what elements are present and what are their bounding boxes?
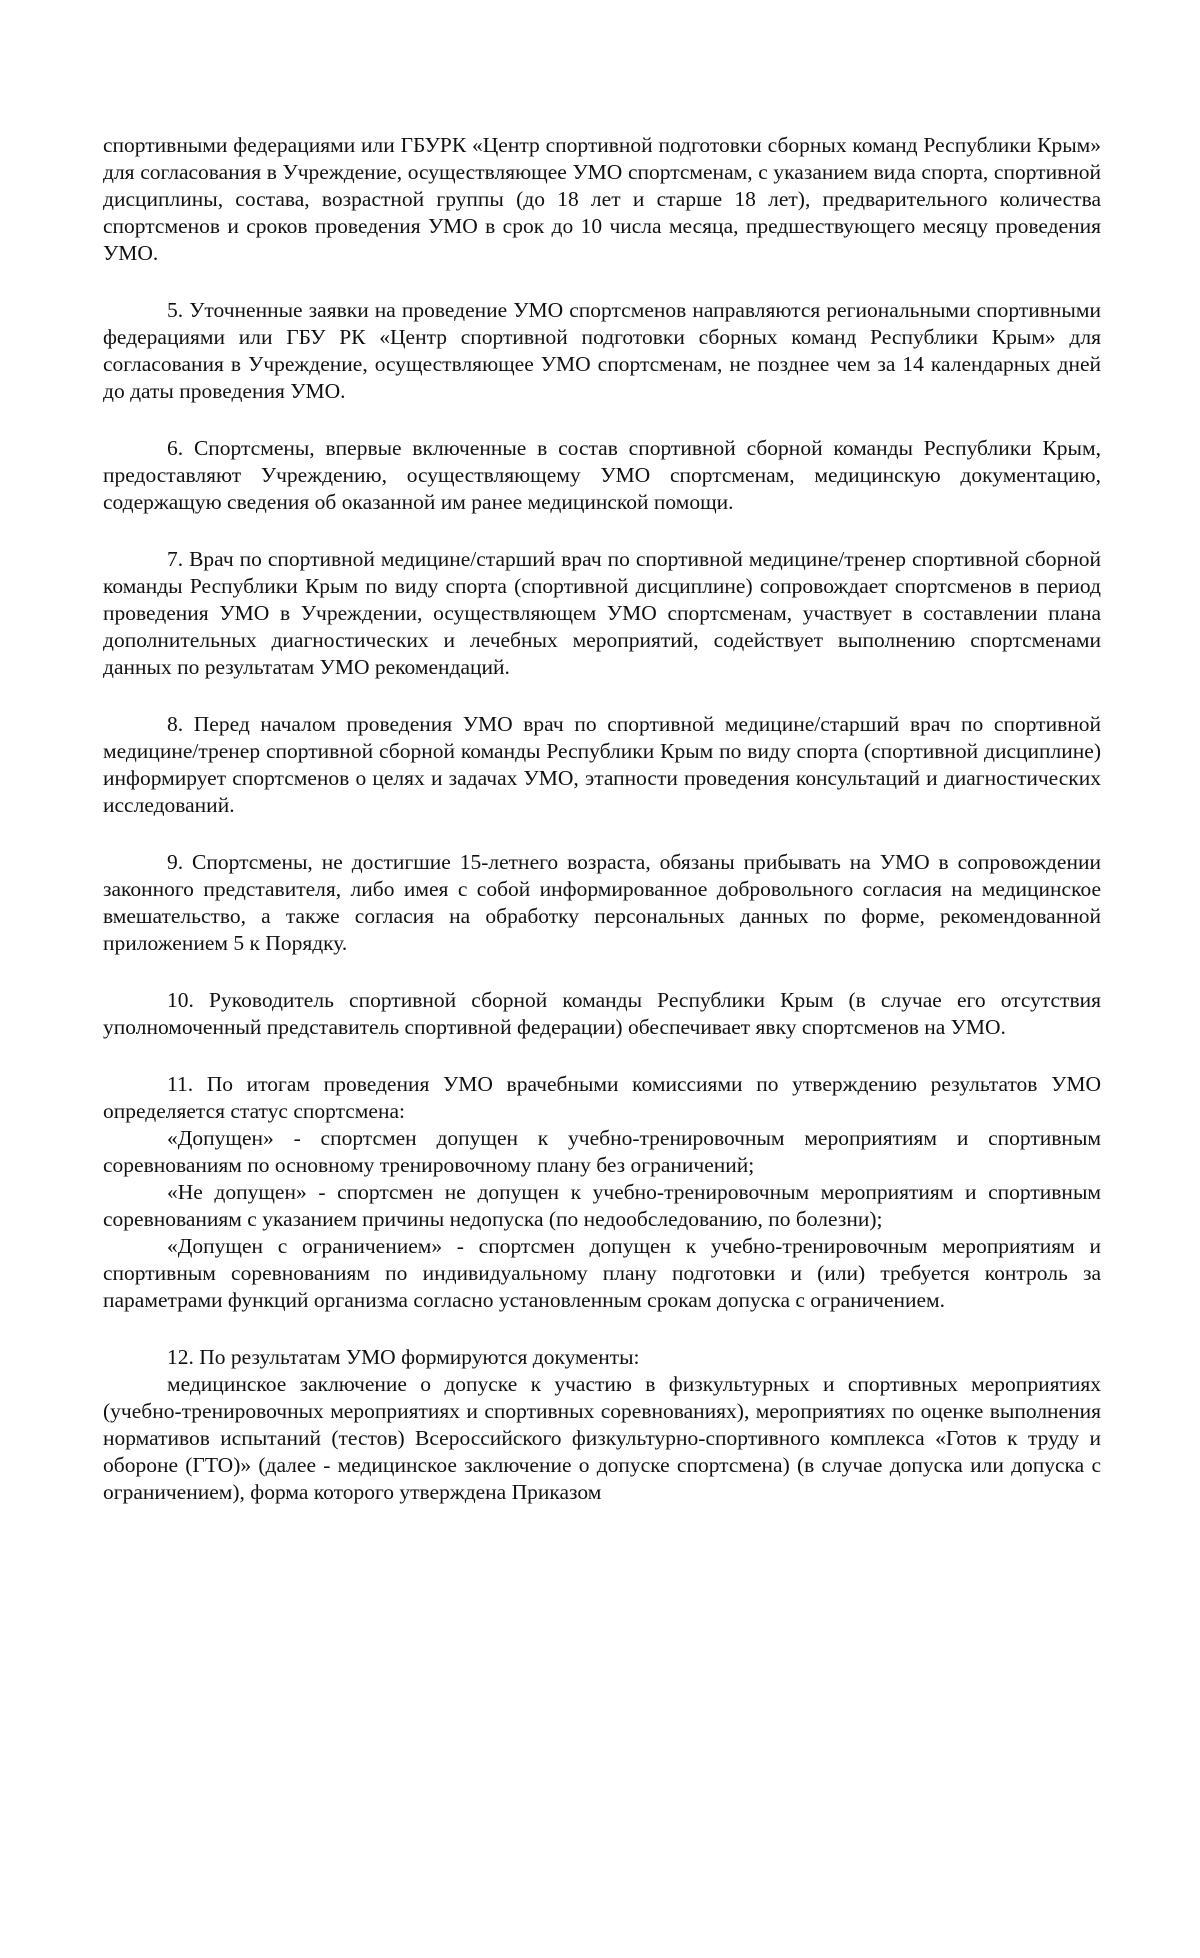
medical-conclusion-paragraph: медицинское заключение о допуске к участию в физкультурных и спортивных мероприятиях (учебно-тренировочных мероприятиях и спортивных соревнованиях), мероприятиях по оценке выполнения нормативов испытаний (тестов) Всероссийского физкультурно-спортивного комплекса «Готов к труду и обороне (ГТО)» (далее - медицинское заключение о допуске спортсмена) (в случае допуска или допуска с ограничением), форма которого утверждена Приказом [103,1372,1101,1504]
paragraph-item-9: 9. Спортсмены, не достигшие 15-летнего возраста, обязаны прибывать на УМО в сопровождении законного представителя, либо имея с собой информированное добровольного согласия на медицинское вмешательство, а также согласия на обработку персональных данных по форме, рекомендованной приложением 5 к Порядку. [103,850,1101,955]
paragraph-item-12: 12. По результатам УМО формируются документы: [167,1345,640,1369]
status-not-admitted: «Не допущен» - спортсмен не допущен к учебно-тренировочным мероприятиям и спортивным соревнованиям с указанием причины недопуска (по недообследованию, по болезни); [103,1180,1101,1231]
paragraph-item-10: 10. Руководитель спортивной сборной команды Республики Крым (в случае его отсутствия уполномоченный представитель спортивной федерации) обеспечивает явку спортсменов на УМО. [103,988,1101,1039]
paragraph-item-11: 11. По итогам проведения УМО врачебными комиссиями по утверждению результатов УМО определяется статус спортсмена: [103,1072,1101,1123]
paragraph-item-7: 7. Врач по спортивной медицине/старший врач по спортивной медицине/тренер спортивной сборной команды Республики Крым по виду спорта (спортивной дисциплине) сопровождает спортсменов в период проведения УМО в Учреждении, осуществляющем УМО спортсменам, участвует в составлении плана дополнительных диагностических и лечебных мероприятий, содействует выполнению спортсменами данных по результатам УМО рекомендаций. [103,547,1101,679]
document-body [103,132,1101,1506]
status-admitted-with-restriction: «Допущен с ограничением» - спортсмен допущен к учебно-тренировочным мероприятиям и спортивным соревнованиям по индивидуальному плану подготовки и (или) требуется контроль за параметрами функций организма согласно установленным срокам допуска с ограничением. [103,1234,1101,1312]
paragraph-item-5: 5. Уточненные заявки на проведение УМО спортсменов направляются региональными спортивными федерациями или ГБУ РК «Центр спортивной подготовки сборных команд Республики Крым» для согласования в Учреждение, осуществляющее УМО спортсменам, не позднее чем за 14 календарных дней до даты проведения УМО. [103,298,1101,403]
paragraph-continuation: спортивными федерациями или ГБУРК «Центр спортивной подготовки сборных команд Республики Крым» для согласования в Учреждение, осуществляющее УМО спортсменам, с указанием вида спорта, спортивной дисциплины, состава, возрастной группы (до 18 лет и старше 18 лет), предварительного количества спортсменов и сроков проведения УМО в срок до 10 числа месяца, предшествующего месяцу проведения УМО. [103,133,1101,265]
status-admitted: «Допущен» - спортсмен допущен к учебно-тренировочным мероприятиям и спортивным соревнованиям по основному тренировочному плану без ограничений; [103,1126,1101,1177]
paragraph-item-6: 6. Спортсмены, впервые включенные в состав спортивной сборной команды Республики Крым, предоставляют Учреждению, осуществляющему УМО спортсменам, медицинскую документацию, содержащую сведения об оказанной им ранее медицинской помощи. [103,436,1101,514]
paragraph-item-8: 8. Перед началом проведения УМО врач по спортивной медицине/старший врач по спортивной медицине/тренер спортивной сборной команды Республики Крым по виду спорта (спортивной дисциплине) информирует спортсменов о целях и задачах УМО, этапности проведения консультаций и диагностических исследований. [103,712,1101,817]
